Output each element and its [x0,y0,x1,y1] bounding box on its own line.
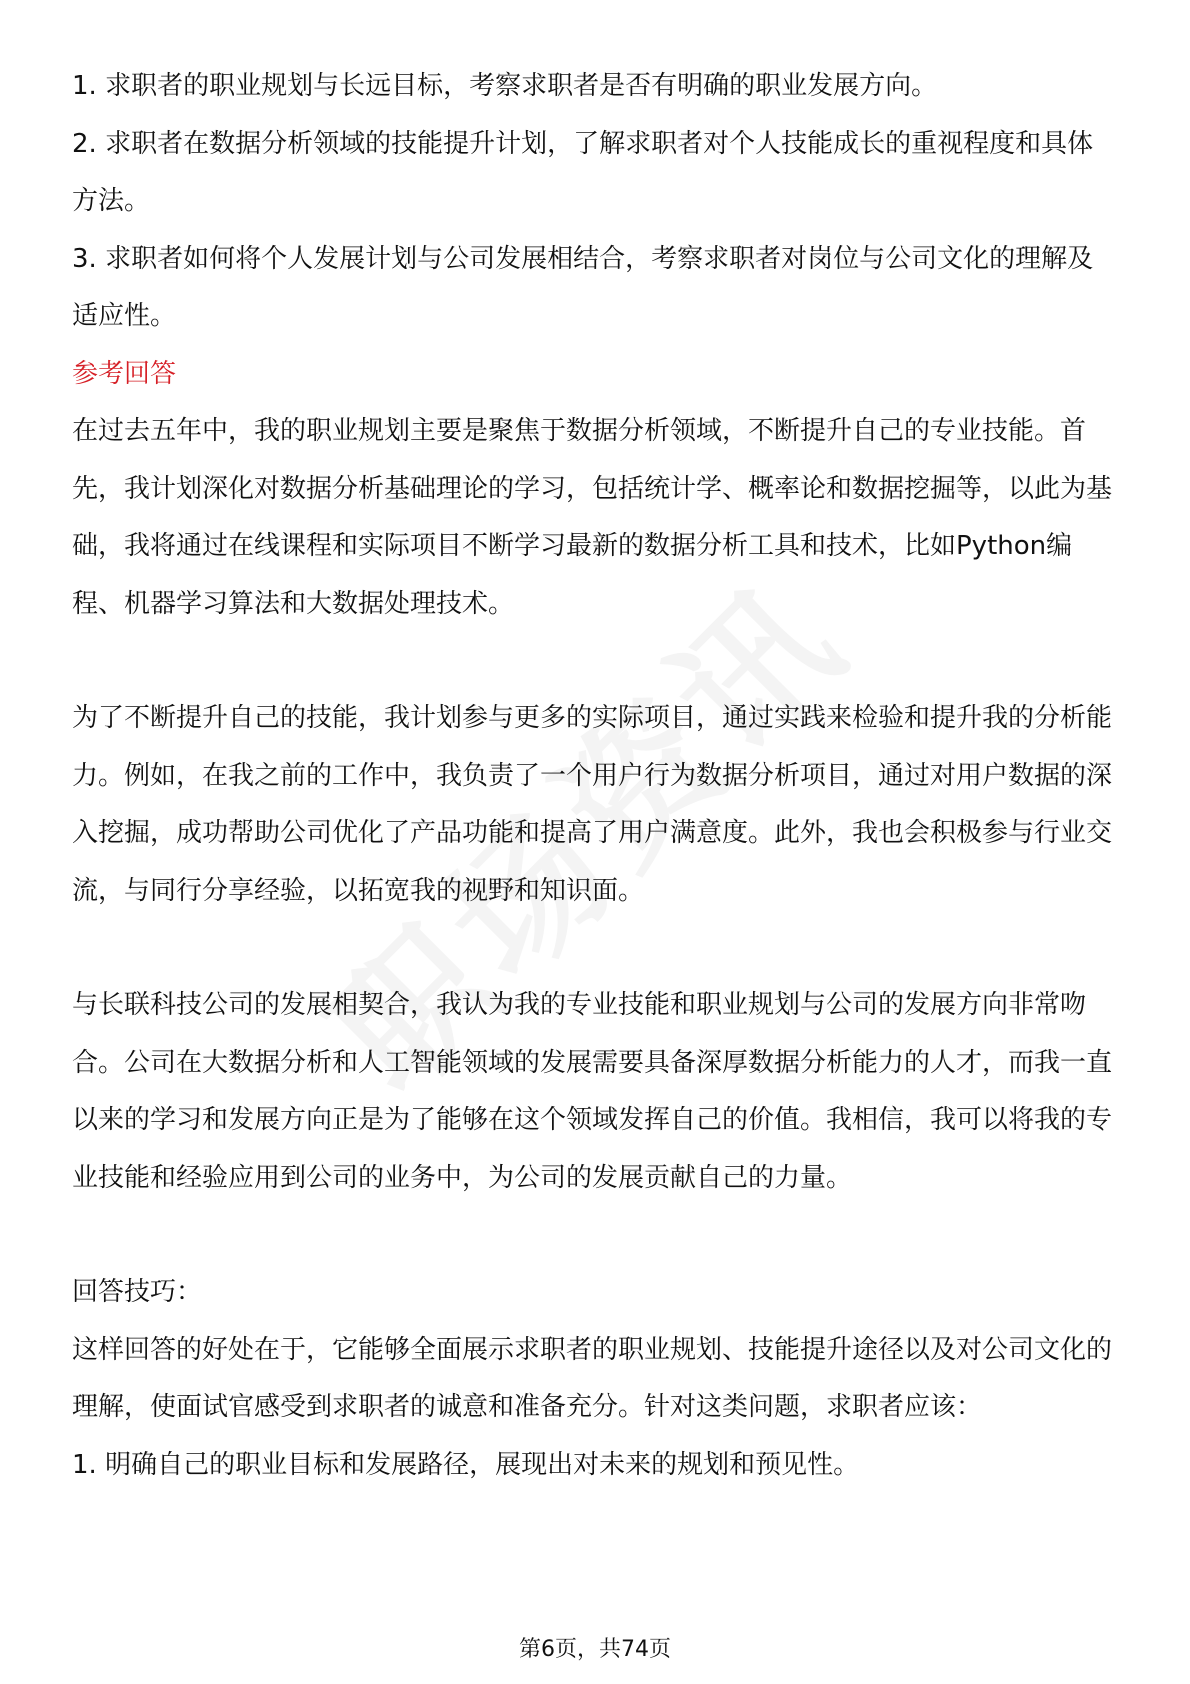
answer-heading: 参考回答 [72,358,177,389]
answer-paragraph-1: 在过去五年中，我的职业规划主要是聚焦于数据分析领域，不断提升自己的专业技能。首先，我计划深化对数据分析基础理论的学习，包括统计学、概率论和数据挖掘等，以此为基础，我将通过在线课程和实际项目不断学习最新的数据分析工具和技术，比如Python编程、机器学习算法和大数据处理技术。 [72,416,1113,619]
paragraph-spacer [72,920,1118,977]
answer-paragraph-2: 为了不断提升自己的技能，我计划参与更多的实际项目，通过实践来检验和提升我的分析能力。例如，在我之前的工作中，我负责了一个用户行为数据分析项目，通过对用户数据的深入挖掘，成功帮助公司优化了产品功能和提高了用户满意度。此外，我也会积极参与行业交流，与同行分享经验，以拓宽我的视野和知识面。 [72,703,1113,906]
question-item-2: 2. 求职者在数据分析领域的技能提升计划，了解求职者对个人技能成长的重视程度和具体方法。 [72,128,1094,216]
tips-heading: 回答技巧： [72,1277,203,1307]
answer-paragraph-3: 与长联科技公司的发展相契合，我认为我的专业技能和职业规划与公司的发展方向非常吻合。公司在大数据分析和人工智能领域的发展需要具备深厚数据分析能力的人才，而我一直以来的学习和发展方向正是为了能够在这个领域发挥自己的价值。我相信，我可以将我的专业技能和经验应用到公司的业务中，为公司的发展贡献自己的力量。 [72,990,1113,1193]
tips-item-1: 1. 明确自己的职业目标和发展路径，展现出对未来的规划和预见性。 [72,1449,860,1480]
document-body [72,58,1118,1494]
paragraph-spacer [72,1207,1118,1264]
paragraph-spacer [72,633,1118,690]
page-footer: 第6页，共74页 [519,1637,671,1662]
tips-intro: 这样回答的好处在于，它能够全面展示求职者的职业规划、技能提升途径以及对公司文化的理解，使面试官感受到求职者的诚意和准备充分。针对这类问题，求职者应该： [72,1334,1113,1422]
question-item-3: 3. 求职者如何将个人发展计划与公司发展相结合，考察求职者对岗位与公司文化的理解及适应性。 [72,243,1094,331]
question-item-1: 1. 求职者的职业规划与长远目标，考察求职者是否有明确的职业发展方向。 [72,71,938,101]
